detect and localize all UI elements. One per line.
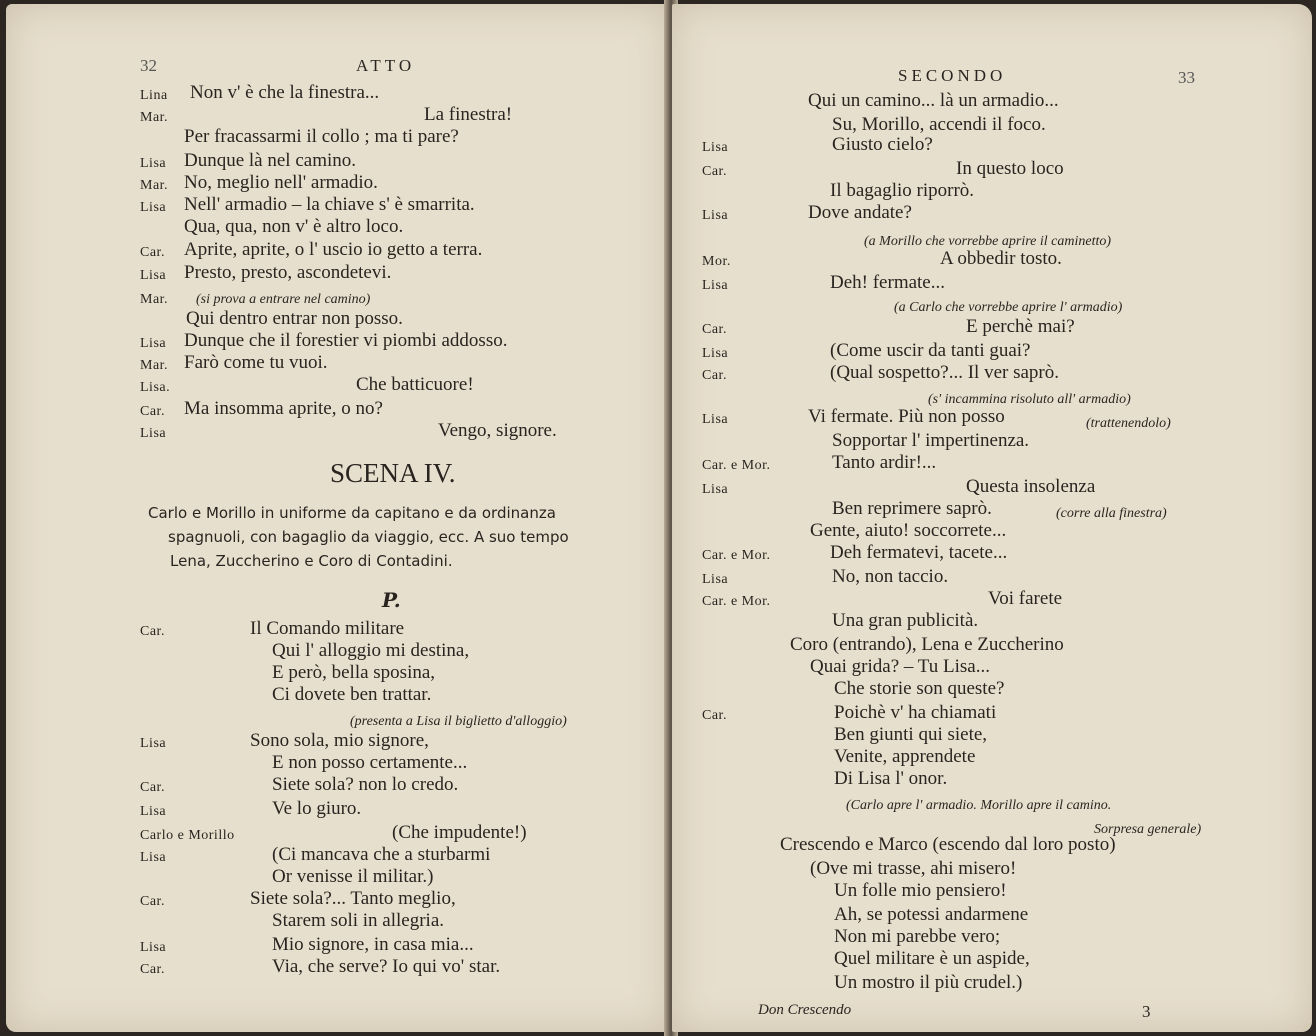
speaker-name: Lisa [702,412,729,427]
verse-line: Dunque là nel camino. [184,150,357,171]
speaker-name: Car. e Mor. [702,594,771,609]
stage-direction: (trattenendolo) [1086,416,1171,431]
right-page [672,4,1312,1032]
verse-line: Presto, presto, ascondetevi. [184,262,392,283]
verse-line: Qui un camino... là un armadio... [808,90,1059,111]
page-number: 32 [140,56,157,75]
verse-line: Vengo, signore. [438,420,557,441]
verse-line: Per fracassarmi il collo ; ma ti pare? [184,126,459,147]
verse-line: Su, Morillo, accendi il foco. [832,114,1046,135]
footer-title: Don Crescendo [758,1002,852,1018]
verse-line: Non mi parebbe vero; [834,926,1001,947]
verse-line: Ma insomma aprite, o no? [184,398,383,419]
verse-line: (Ove mi trasse, ahi misero! [810,858,1017,879]
speaker-name: Car. [140,245,165,260]
verse-line: E perchè mai? [966,316,1075,337]
verse-line: La finestra! [424,104,513,125]
speaker-name: Car. e Mor. [702,458,771,473]
left-page [6,4,670,1032]
verse-line: Vi fermate. Più non posso [808,406,1005,427]
verse-line: Non v' è che la finestra... [190,82,380,103]
speaker-name: Lisa [140,426,167,441]
speaker-name: Carlo e Morillo [140,828,235,843]
verse-line: Una gran publicità. [832,610,979,631]
verse-line: (Che impudente!) [392,822,527,843]
verse-line: Nell' armadio – la chiave s' è smarrita. [184,194,475,215]
verse-line: No, meglio nell' armadio. [184,172,378,193]
verse-line: Voi farete [988,588,1063,609]
verse-line: Sopportar l' impertinenza. [832,430,1030,451]
speaker-name: Lisa [140,200,167,215]
running-header: SECONDO [898,66,1007,85]
verse-line: Che batticuore! [356,374,474,395]
verse-line: Un mostro il più crudel.) [834,972,1023,993]
stage-direction: (a Carlo che vorrebbe aprire l' armadio) [894,300,1123,315]
verse-line: Giusto cielo? [832,134,933,155]
speaker-name: Lisa [140,268,167,283]
verse-line: (Ci mancava che a sturbarmi [272,844,491,865]
verse-line: Tanto ardir!... [832,452,937,473]
speaker-name: Car. [140,624,165,639]
verse-line: Starem soli in allegria. [272,910,445,931]
speaker-name: Car. [140,962,165,977]
verse-line: A obbedir tosto. [940,248,1062,269]
speaker-name: Lisa. [140,380,171,395]
verse-line: Deh fermatevi, tacete... [830,542,1008,563]
verse-line: Dunque che il forestier vi piombi addosso. [184,330,508,351]
verse-line: Ben giunti qui siete, [834,724,988,745]
verse-line: Poichè v' ha chiamati [834,702,997,723]
speaker-name: Car. [702,164,727,179]
verse-line: Quai grida? – Tu Lisa... [810,656,990,677]
verse-line: Farò come tu vuoi. [184,352,328,373]
verse-line: Questa insolenza [966,476,1096,497]
verse-line: Il Comando militare [250,618,405,639]
signature-mark: 3 [1142,1002,1151,1021]
stage-direction: (presenta a Lisa il biglietto d'alloggio) [350,714,567,729]
speaker-name: Lisa [702,140,729,155]
speaker-name: Car. [702,368,727,383]
verse-line: Dove andate? [808,202,912,223]
speaker-name: Lisa [140,850,167,865]
speaker-name: Lina [140,88,168,103]
verse-line: Ve lo giuro. [272,798,362,819]
page-number: 33 [1178,68,1195,87]
speaker-name: Mar. [140,358,169,373]
verse-line: No, non taccio. [832,566,949,587]
speaker-name: Lisa [140,336,167,351]
verse-line: Venite, apprendete [834,746,976,767]
verse-line: Mio signore, in casa mia... [272,934,474,955]
verse-line: Or venisse il militar.) [272,866,434,887]
running-header: ATTO [356,56,416,75]
verse-line: Qui dentro entrar non posso. [186,308,403,329]
verse-line: Un folle mio pensiero! [834,880,1007,901]
cast-line-2: spagnuoli, con bagaglio da viaggio, ecc. A suo tempo [168,528,569,546]
speaker-name: Car. [140,894,165,909]
verse-line: Qua, qua, non v' è altro loco. [184,216,404,237]
stage-direction: (corre alla finestra) [1056,506,1167,521]
verse-line: Che storie son queste? [834,678,1005,699]
verse-line: Qui l' alloggio mi destina, [272,640,470,661]
verse-line: Via, che serve? Io qui vo' star. [272,956,501,977]
stage-direction: (si prova a entrare nel camino) [196,292,371,307]
verse-line: Ben reprimere saprò. [832,498,992,519]
stage-direction: Sorpresa generale) [1094,822,1202,837]
verse-line: Crescendo e Marco (escendo dal loro posto) [780,834,1116,855]
verse-line: Ah, se potessi andarmene [834,904,1029,925]
speaker-name: Mar. [140,178,169,193]
verse-line: Ci dovete ben trattar. [272,684,432,705]
verse-line: In questo loco [956,158,1064,179]
cast-line-3: Lena, Zuccherino e Coro di Contadini. [170,552,453,570]
stage-direction: (Carlo apre l' armadio. Morillo apre il camino. [846,798,1112,813]
speaker-name: Car. e Mor. [702,548,771,563]
verse-line: Siete sola?... Tanto meglio, [250,888,456,909]
verse-line: Siete sola? non lo credo. [272,774,459,795]
stage-direction: (a Morillo che vorrebbe aprire il caminetto) [864,234,1112,249]
verse-line: Deh! fermate... [830,272,945,293]
speaker-name: Lisa [140,736,167,751]
speaker-name: Lisa [702,482,729,497]
speaker-name: Lisa [140,940,167,955]
verse-line: Il bagaglio riporrò. [830,180,975,201]
verse-line: Di Lisa l' onor. [834,768,948,789]
stage-direction: (s' incammina risoluto all' armadio) [928,392,1131,407]
speaker-name: Car. [140,404,165,419]
speaker-name: Lisa [702,278,729,293]
speaker-name: Lisa [140,156,167,171]
verse-line: Quel militare è un aspide, [834,948,1030,969]
speaker-name: Mar. [140,110,169,125]
verse-line: Sono sola, mio signore, [250,730,429,751]
speaker-name: Lisa [702,346,729,361]
speaker-name: Car. [702,322,727,337]
verse-line: Aprite, aprite, o l' uscio io getto a terra. [184,239,483,260]
speaker-name: Lisa [702,208,729,223]
speaker-name: Car. [140,780,165,795]
speaker-name: Car. [702,708,727,723]
speaker-name: Lisa [140,804,167,819]
verse-line: Gente, aiuto! soccorrete... [810,520,1007,541]
verse-line: E non posso certamente... [272,752,468,773]
cast-line-1: Carlo e Morillo in uniforme da capitano e da ordinanza [148,504,556,522]
speaker-name: Lisa [702,572,729,587]
verse-line: E però, bella sposina, [272,662,436,683]
scene-title: SCENA IV. [330,458,456,488]
verse-line: (Qual sospetto?... Il ver saprò. [830,362,1059,383]
music-mark: P. [382,588,401,612]
verse-line: Coro (entrando), Lena e Zuccherino [790,634,1064,655]
speaker-name: Mor. [702,254,731,269]
verse-line: (Come uscir da tanti guai? [830,340,1031,361]
speaker-name: Mar. [140,292,169,307]
